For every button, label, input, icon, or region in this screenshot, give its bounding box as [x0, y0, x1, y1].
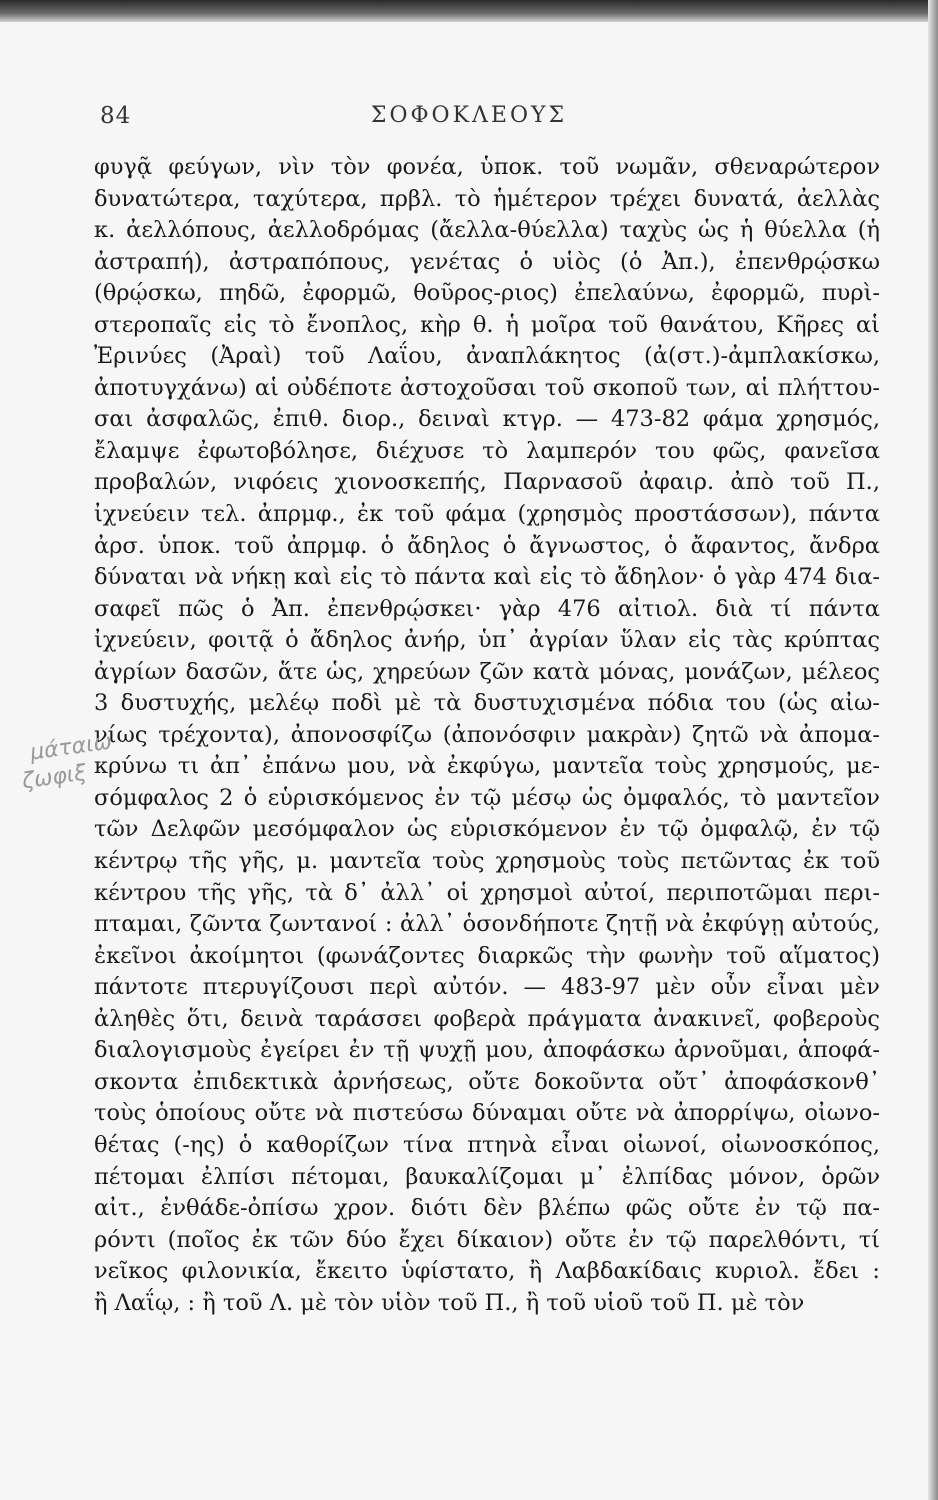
text-line: 3 δυστυχής, μελέῳ ποδὶ μὲ τὰ δυστυχισμένα πόδια του (ὡς αἰω-	[94, 690, 880, 717]
margin-note: μάταιω	[28, 729, 114, 766]
page-top-edge	[0, 0, 938, 22]
text-line: κ. ἀελλόπους, ἀελλοδρόμας (ἄελλα-θύελλα) ταχὺς ὡς ἡ θύελλα (ἡ	[94, 217, 880, 244]
text-line: δυνατώτερα, ταχύτερα, πρβλ. τὸ ἡμέτερον τρέχει δυνατά, ἀελλὰς	[94, 185, 880, 212]
text-line: ἰχνεύειν τελ. ἀπρμφ., ἐκ τοῦ φάμα (χρησμὸς προστάσσων), πάντα	[94, 501, 880, 528]
page-number: 84	[100, 103, 132, 129]
text-line: Ἐρινύες (Ἀραὶ) τοῦ Λαΐου, ἀναπλάκητος (ἀ(στ.)-ἀμπλακίσκω,	[94, 343, 880, 370]
text-line: ἀληθὲς ὅτι, δεινὰ ταράσσει φοβερὰ πράγματα ἀνακινεῖ, φοβεροὺς	[94, 1005, 880, 1032]
text-line: νίως τρέχοντα), ἀπονοσφίζω (ἀπονόσφιν μακρὰν) ζητῶ νὰ ἀπομα-	[94, 721, 880, 748]
text-line: πάντοτε πτερυγίζουσι περὶ αὐτόν. — 483-97 μὲν οὖν εἶναι μὲν	[94, 974, 880, 1001]
text-line: (θρῴσκω, πηδῶ, ἐφορμῶ, θοῦρος-ριος) ἐπελαύνω, ἐφορμῶ, πυρὶ-	[94, 280, 880, 307]
text-line: ἀρσ. ὑποκ. τοῦ ἀπρμφ. ὁ ἄδηλος ὁ ἄγνωστος, ὁ ἄφαντος, ἄνδρα	[94, 532, 880, 559]
page-right-edge	[928, 0, 938, 1500]
text-line: ἀστραπή), ἀστραπόπους, γενέτας ὁ υἱὸς (ὁ Ἀπ.), ἐπενθρῴσκω	[94, 248, 880, 275]
text-line: δύναται νὰ νήκῃ καὶ εἰς τὸ πάντα καὶ εἰς τὸ ἄδηλον· ὁ γὰρ 474 δια-	[94, 564, 880, 591]
text-line: θέτας (-ης) ὁ καθορίζων τίνα πτηνὰ εἶναι οἰωνοί, οἰωνοσκόπος,	[94, 1131, 880, 1158]
text-line: στεροπαῖς εἰς τὸ ἔνοπλος, κὴρ θ. ἡ μοῖρα τοῦ θανάτου, Κῆρες αἱ	[94, 311, 880, 338]
text-line: πέτομαι ἐλπίσι πέτομαι, βαυκαλίζομαι μ᾽ ἐλπίδας μόνον, ὁρῶν	[94, 1163, 880, 1190]
text-line: ἢ Λαΐῳ, : ἢ τοῦ Λ. μὲ τὸν υἱὸν τοῦ Π., ἢ τοῦ υἱοῦ τοῦ Π. μὲ τὸν	[94, 1289, 805, 1316]
running-head: ΣΟΦΟΚΛΕΟΥΣ	[370, 103, 568, 128]
text-line: πταμαι, ζῶντα ζωντανοί : ἀλλ᾽ ὁσονδήποτε ζητῇ νὰ ἐκφύγῃ αὐτούς,	[94, 911, 880, 938]
text-line: νεῖκος φιλονικία, ἔκειτο ὑφίστατο, ἢ Λαβδακίδαις κυριολ. ἔδει :	[94, 1258, 880, 1285]
text-line: φυγᾷ φεύγων, νὶν τὸν φονέα, ὑποκ. τοῦ νωμᾶν, σθεναρώτερον	[94, 154, 880, 180]
margin-note: ζωφιξ	[20, 760, 89, 795]
text-line: κρύνω τι ἀπ᾽ ἐπάνω μου, νὰ ἐκφύγω, μαντεῖα τοὺς χρησμούς, με-	[94, 753, 880, 780]
text-line: σαι ἀσφαλῶς, ἐπιθ. διορ., δειναὶ κτγρ. — 473-82 φάμα χρησμός,	[94, 406, 880, 433]
text-line: προβαλών, νιφόεις χιονοσκεπής, Παρνασοῦ ἀφαιρ. ἀπὸ τοῦ Π.,	[94, 469, 880, 496]
text-line: τοὺς ὁποίους οὔτε νὰ πιστεύσω δύναμαι οὔτε νὰ ἀπορρίψω, οἰωνο-	[94, 1100, 880, 1127]
text-line: ἀποτυγχάνω) αἱ οὐδέποτε ἀστοχοῦσαι τοῦ σκοποῦ των, αἱ πλήττου-	[94, 374, 880, 401]
text-line: τῶν Δελφῶν μεσόμφαλον ὡς εὑρισκόμενον ἐν τῷ ὀμφαλῷ, ἐν τῷ	[94, 816, 880, 843]
text-line: ρόντι (ποῖος ἐκ τῶν δύο ἔχει δίκαιον) οὔτε ἐν τῷ παρελθόντι, τί	[94, 1226, 880, 1253]
text-line: σκοντα ἐπιδεκτικὰ ἀρνήσεως, οὔτε δοκοῦντα οὔτ᾽ ἀποφάσκονθ᾽	[94, 1068, 880, 1095]
commentary-text	[94, 152, 880, 1319]
text-line: ἀγρίων δασῶν, ἅτε ὡς, χηρεύων ζῶν κατὰ μόνας, μονάζων, μέλεος	[94, 658, 880, 685]
text-line: διαλογισμοὺς ἐγείρει ἐν τῇ ψυχῇ μου, ἀποφάσκω ἀρνοῦμαι, ἀποφά-	[94, 1037, 880, 1064]
text-line: αἰτ., ἐνθάδε-ὀπίσω χρον. διότι δὲν βλέπω φῶς οὔτε ἐν τῷ πα-	[94, 1195, 880, 1222]
text-line: κέντρῳ τῆς γῆς, μ. μαντεῖα τοὺς χρησμοὺς τοὺς πετῶντας ἐκ τοῦ	[94, 848, 880, 875]
text-line: σαφεῖ πῶς ὁ Ἀπ. ἐπενθρῴσκει· γὰρ 476 αἰτιολ. διὰ τί πάντα	[94, 595, 880, 622]
text-line: ἐκεῖνοι ἀκοίμητοι (φωνάζοντες διαρκῶς τὴν φωνὴν τοῦ αἵματος)	[94, 942, 880, 969]
text-line: ἔλαμψε ἐφωτοβόλησε, διέχυσε τὸ λαμπερόν του φῶς, φανεῖσα	[94, 437, 880, 464]
text-line: σόμφαλος 2 ὁ εὑρισκόμενος ἐν τῷ μέσῳ ὡς ὀμφαλός, τὸ μαντεῖον	[94, 784, 880, 811]
text-line: ἰχνεύειν, φοιτᾷ ὁ ἄδηλος ἀνήρ, ὑπ᾽ ἀγρίαν ὕλαν εἰς τὰς κρύπτας	[94, 627, 880, 654]
text-line: κέντρου τῆς γῆς, τὰ δ᾽ ἀλλ᾽ οἱ χρησμοὶ αὐτοί, περιποτῶμαι περι-	[94, 879, 880, 906]
